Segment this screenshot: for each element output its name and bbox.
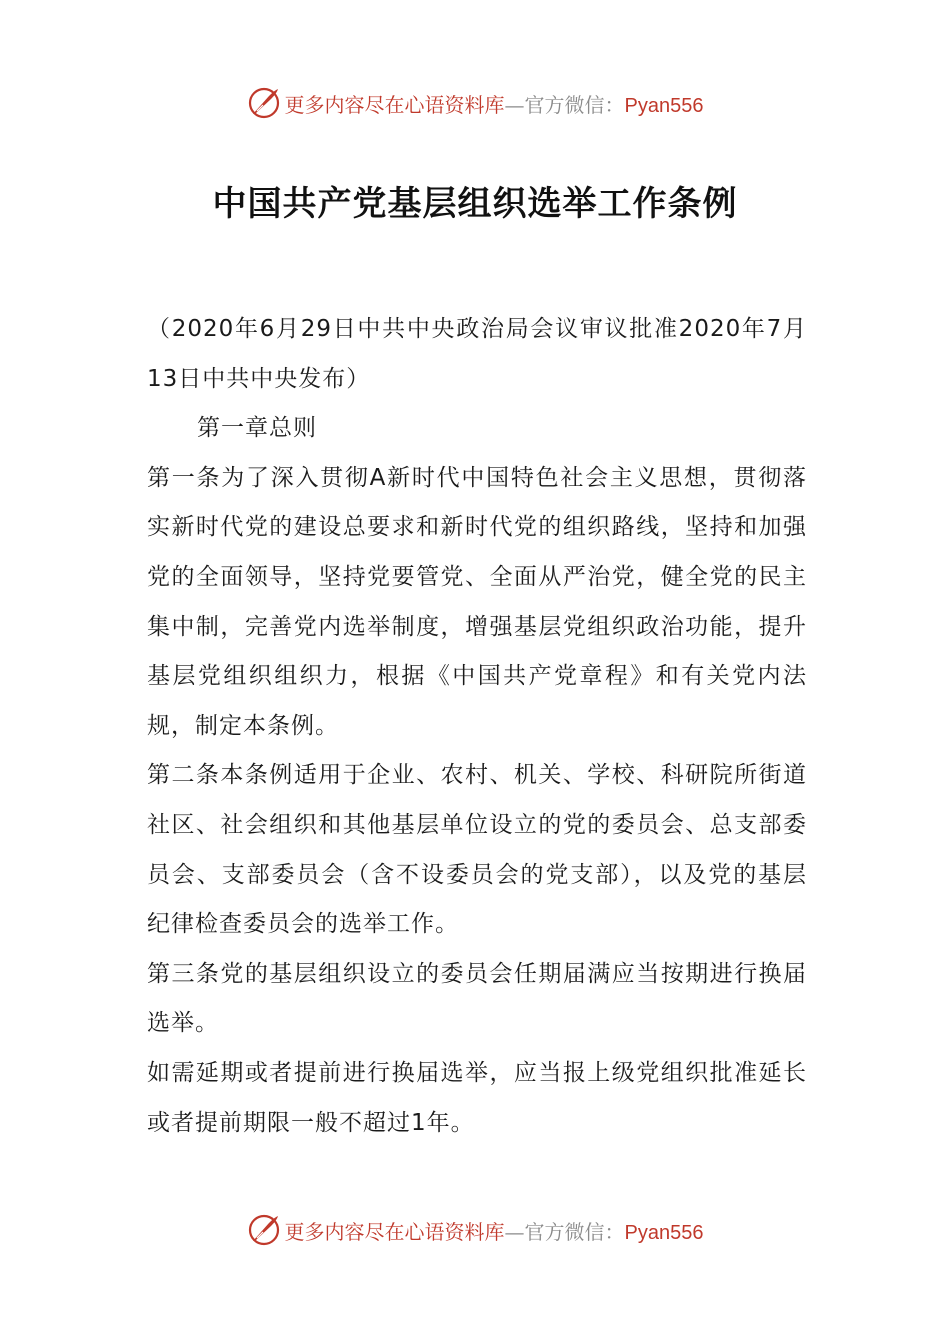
chapter-heading: 第一章总则: [197, 415, 317, 442]
approval-note: （2020年6月29日中共中央政治局会议审议批准2020年7月13日中共中央发布）: [147, 316, 807, 392]
header-watermark: [0, 83, 950, 123]
watermark-text: [285, 1216, 704, 1245]
article-1: 第一条为了深入贯彻A新时代中国特色社会主义思想，贯彻落实新时代党的建设总要求和新时代党的组织路线，坚持和加强党的全面领导，坚持党要管党、全面从严治党，健全党的民主集中制，完善党内选举制度，增强基层党组织政治功能，提升基层党组织组织力，根据《中国共产党章程》和有关党内法规，制定本条例。: [147, 464, 807, 739]
quill-pen-circle-icon: [247, 1213, 281, 1247]
article-3: 第三条党的基层组织设立的委员会任期届满应当按期进行换届选举。: [147, 960, 807, 1037]
watermark-account-id: Pyan556: [624, 94, 704, 117]
watermark-brand: 更多内容尽在心语资料库: [284, 92, 505, 117]
document-title: 中国共产党基层组织选举工作条例: [212, 184, 738, 224]
document-body: [147, 305, 807, 1148]
quill-pen-circle-icon: [247, 86, 281, 120]
watermark-separator: —官方微信：: [504, 92, 625, 117]
watermark-text: [285, 89, 704, 118]
footer-watermark: [0, 1210, 950, 1250]
watermark-account-id: Pyan556: [624, 1221, 704, 1244]
watermark-separator: —官方微信：: [504, 1219, 625, 1244]
watermark-brand: 更多内容尽在心语资料库: [284, 1219, 505, 1244]
article-3-continued: 如需延期或者提前进行换届选举，应当报上级党组织批准延长或者提前期限一般不超过1年。: [147, 1059, 807, 1136]
article-2: 第二条本条例适用于企业、农村、机关、学校、科研院所街道社区、社会组织和其他基层单位设立的党的委员会、总支部委员会、支部委员会（含不设委员会的党支部），以及党的基层纪律检查委员会的选举工作。: [147, 762, 807, 938]
